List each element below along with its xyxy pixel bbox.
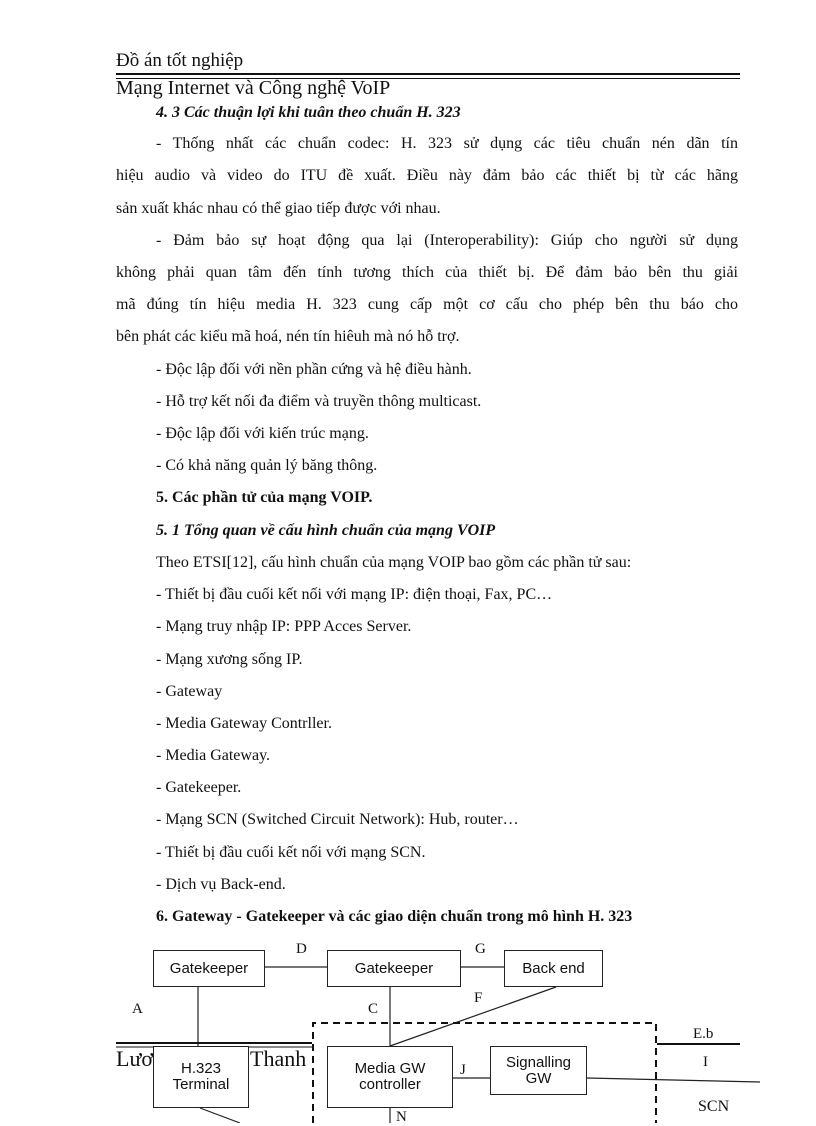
list-item: - Mạng truy nhập IP: PPP Acces Server. bbox=[156, 618, 412, 635]
section-5-1-heading: 5. 1 Tổng quan về cấu hình chuẩn của mạng VOIP bbox=[156, 522, 496, 539]
footer-author-right: Thanh bbox=[250, 1046, 307, 1071]
list-item: - Gatekeeper. bbox=[156, 779, 242, 796]
bullet-item: - Hỗ trợ kết nối đa điểm và truyền thông multicast. bbox=[156, 393, 482, 410]
list-item: - Gateway bbox=[156, 683, 223, 700]
section-5-heading: 5. Các phần tử của mạng VOIP. bbox=[156, 489, 373, 506]
bullet-item: - Độc lập đối với nền phần cứng và hệ điều hành. bbox=[156, 361, 472, 378]
gatekeeper-2-label: Gatekeeper bbox=[354, 959, 434, 977]
footer-author-left: Lươ bbox=[116, 1046, 153, 1071]
label-g: G bbox=[475, 941, 486, 957]
list-item: - Thiết bị đầu cuối kết nối với mạng IP: điện thoại, Fax, PC… bbox=[156, 586, 553, 603]
para2-line1: - Đảm bảo sự hoạt động qua lại (Interoperability): Giúp cho người sử dụng bbox=[156, 232, 738, 249]
label-eb: E.b bbox=[693, 1026, 714, 1042]
list-item: - Thiết bị đầu cuối kết nối với mạng SCN. bbox=[156, 844, 426, 861]
mgc-label-1: Media GW bbox=[354, 1060, 426, 1077]
list-item: - Mạng SCN (Switched Circuit Network): Hub, router… bbox=[156, 811, 519, 828]
link-f bbox=[390, 987, 556, 1046]
link-terminal-down bbox=[200, 1108, 240, 1123]
label-c: C bbox=[368, 1001, 379, 1017]
label-i: I bbox=[703, 1054, 708, 1070]
para1-line3: sản xuất khác nhau có thể giao tiếp được với nhau. bbox=[116, 200, 441, 217]
gatekeeper-1-label: Gatekeeper bbox=[169, 959, 249, 977]
para1-line2: hiệu audio và video do ITU đề xuất. Điều này đảm bảo các thiết bị từ các hãng bbox=[116, 167, 738, 184]
label-n: N bbox=[396, 1109, 407, 1125]
gatekeeper-box-1 bbox=[153, 950, 265, 987]
section-4-3-heading: 4. 3 Các thuận lợi khi tuân theo chuẩn H. 323 bbox=[156, 104, 461, 121]
label-f: F bbox=[474, 990, 483, 1006]
list-item: - Media Gateway Contrller. bbox=[156, 715, 332, 732]
back-end-label: Back end bbox=[522, 959, 585, 977]
h323-terminal-label-2: Terminal bbox=[172, 1076, 230, 1093]
mgc-label-2: controller bbox=[359, 1076, 421, 1093]
bullet-item: - Độc lập đối với kiến trúc mạng. bbox=[156, 425, 369, 442]
signalling-label-1: Signalling bbox=[505, 1053, 572, 1071]
para2-line2: không phải quan tâm đến tính tương thích của thiết bị. Để đảm bảo bên thu giải bbox=[116, 264, 738, 281]
media-gw-controller-box bbox=[327, 1046, 453, 1108]
back-end-box bbox=[504, 950, 603, 987]
section-5-intro: Theo ETSI[12], cấu hình chuẩn của mạng VOIP bao gồm các phần tử sau: bbox=[156, 554, 632, 571]
bullet-item: - Có khả năng quản lý băng thông. bbox=[156, 457, 378, 474]
label-j: J bbox=[460, 1062, 466, 1078]
para1-line1: - Thống nhất các chuẩn codec: H. 323 sử dụng các tiêu chuẩn nén dãn tín bbox=[156, 135, 738, 152]
para2-line3: mã đúng tín hiệu media H. 323 cung cấp một cơ cấu cho phép bên thu báo cho bbox=[116, 296, 738, 313]
signalling-gw-box bbox=[490, 1046, 587, 1095]
signalling-label-2: GW bbox=[525, 1069, 552, 1087]
para2-line4: bên phát các kiểu mã hoá, nén tín hiêuh mà nó hỗ trợ. bbox=[116, 328, 460, 345]
label-d: D bbox=[296, 941, 307, 957]
h323-terminal-box bbox=[153, 1046, 249, 1108]
label-scn: SCN bbox=[698, 1098, 730, 1115]
document-title: Đồ án tốt nghiệp bbox=[116, 50, 244, 71]
list-item: - Mạng xương sống IP. bbox=[156, 651, 303, 668]
section-6-heading: 6. Gateway - Gatekeeper và các giao diện chuẩn trong mô hình H. 323 bbox=[156, 908, 633, 925]
document-subtitle: Mạng Internet và Công nghệ VoIP bbox=[116, 77, 391, 99]
list-item: - Dịch vụ Back-end. bbox=[156, 876, 286, 893]
gatekeeper-box-2 bbox=[327, 950, 461, 987]
h323-terminal-label-1: H.323 bbox=[180, 1060, 222, 1077]
link-i bbox=[587, 1078, 760, 1082]
label-a: A bbox=[132, 1001, 143, 1017]
list-item: - Media Gateway. bbox=[156, 747, 271, 764]
